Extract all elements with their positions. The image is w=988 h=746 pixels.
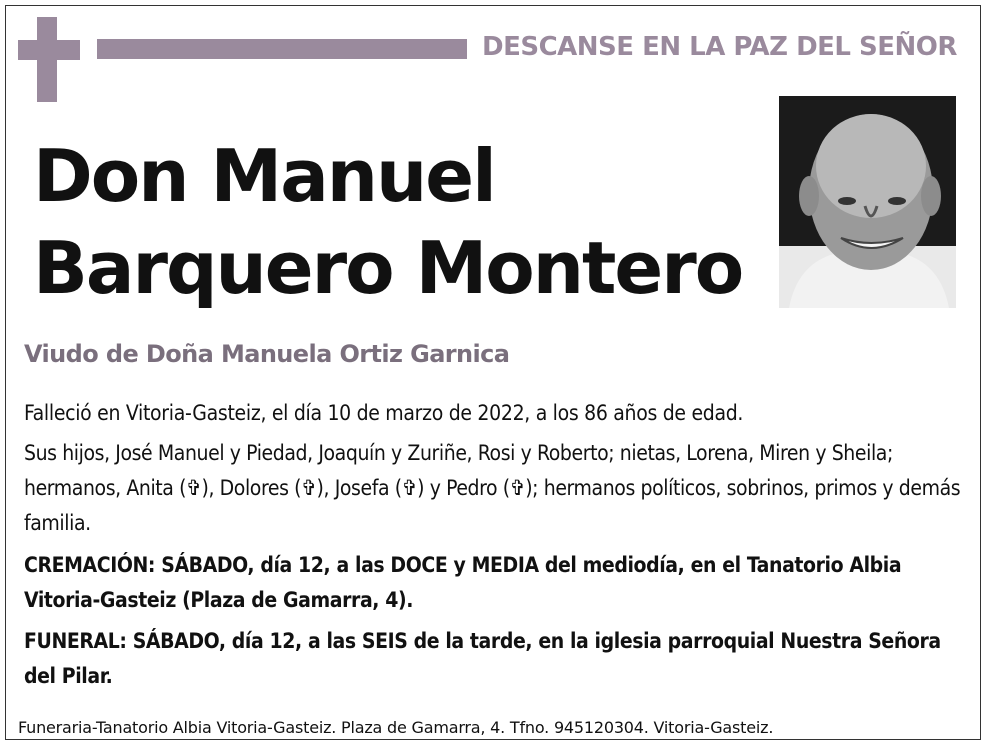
family-text: Sus hijos, José Manuel y Piedad, Joaquín y Zuriñe, Rosi y Roberto; nietas, Lorena, Miren y Sheila; hermanos, Anita (✞), Dolores (✞), Josefa (✞) y Pedro (✞); hermanos políticos, sobrinos, primos y demás familia. [24, 441, 961, 535]
portrait-icon [779, 96, 956, 308]
notice-heading: DESCANSE EN LA PAZ DEL SEÑOR [482, 32, 957, 62]
widow-subtitle: Viudo de Doña Manuela Ortiz Garnica [24, 340, 510, 368]
cross-icon-horizontal [18, 40, 80, 60]
decorative-bar [97, 39, 467, 59]
name-line-1: Don Manuel [33, 134, 495, 218]
deceased-name [33, 130, 742, 314]
name-line-2: Barquero Montero [33, 226, 743, 310]
funeral-home-footer: Funeraria-Tanatorio Albia Vitoria-Gasteiz. Plaza de Gamarra, 4. Tfno. 945120304. Vitoria-Gasteiz. [18, 718, 774, 737]
death-notice-text: Falleció en Vitoria-Gasteiz, el día 10 de marzo de 2022, a los 86 años de edad. [24, 401, 744, 425]
funeral-text: FUNERAL: SÁBADO, día 12, a las SEIS de la tarde, en la iglesia parroquial Nuestra Señora del Pilar. [24, 629, 941, 688]
portrait-photo [779, 96, 956, 308]
cremation-text: CREMACIÓN: SÁBADO, día 12, a las DOCE y MEDIA del mediodía, en el Tanatorio Albia Vitoria-Gasteiz (Plaza de Gamarra, 4). [24, 553, 902, 612]
